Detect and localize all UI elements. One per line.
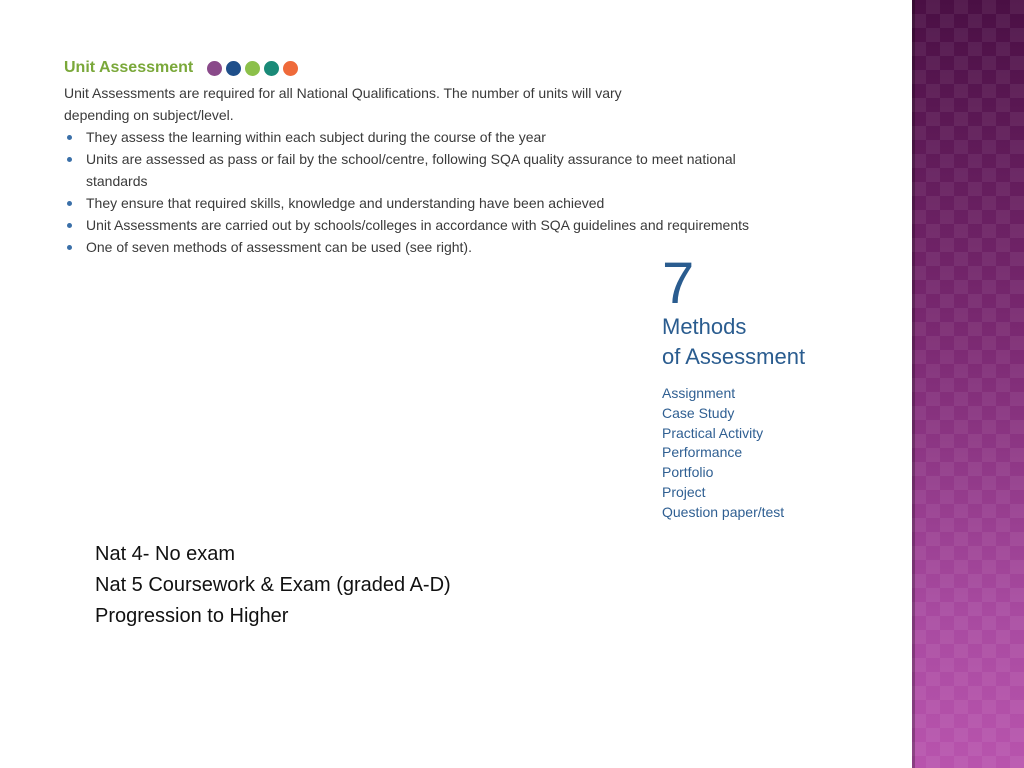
method-item: Performance (662, 444, 743, 461)
notes-section (95, 539, 451, 632)
method-item: Portfolio (662, 464, 714, 481)
bullet-icon (67, 245, 72, 250)
bullet-icon (67, 135, 72, 140)
decorative-sidebar (912, 0, 1024, 768)
unit-assessment-title: Unit Assessment (64, 59, 194, 76)
bullet-item (64, 214, 764, 236)
methods-list (662, 384, 902, 523)
methods-heading (662, 312, 902, 372)
dot-teal (264, 61, 279, 76)
color-dots (207, 61, 298, 76)
bullet-text: Unit Assessments are carried out by schools/colleges in accordance with SQA guidelines and requirements (86, 217, 750, 233)
bullet-item (64, 148, 764, 192)
unit-assessment-bullets (64, 126, 764, 258)
bullet-item (64, 192, 764, 214)
dot-purple (207, 61, 222, 76)
note-nat5: Nat 5 Coursework & Exam (graded A-D) (95, 574, 451, 596)
bullet-text: Units are assessed as pass or fail by the school/centre, following SQA quality assurance to meet national standards (86, 151, 736, 189)
bullet-text: They ensure that required skills, knowledge and understanding have been achieved (86, 195, 605, 211)
note-nat4: Nat 4- No exam (95, 543, 236, 565)
bullet-item (64, 126, 764, 148)
method-item: Case Study (662, 404, 735, 421)
method-item: Question paper/test (662, 503, 785, 520)
methods-heading-line1: Methods (662, 314, 747, 339)
diamond-pattern (912, 0, 1024, 768)
bullet-text: They assess the learning within each subject during the course of the year (86, 129, 546, 145)
bullet-icon (67, 201, 72, 206)
bullet-icon (67, 157, 72, 162)
note-progression: Progression to Higher (95, 605, 289, 627)
method-item: Practical Activity (662, 424, 764, 441)
dot-orange (283, 61, 298, 76)
unit-assessment-header (64, 56, 784, 80)
dot-navy (226, 61, 241, 76)
bullet-item (64, 236, 764, 258)
sidebar-edge (912, 0, 915, 768)
unit-assessment-section (64, 56, 784, 258)
methods-panel (662, 251, 902, 523)
unit-assessment-intro: Unit Assessments are required for all National Qualifications. The number of units will vary depending on subject/level. (64, 85, 622, 123)
method-item: Assignment (662, 385, 736, 401)
bullet-icon (67, 223, 72, 228)
method-item: Project (662, 483, 706, 500)
methods-count: 7 (662, 251, 695, 316)
bullet-text: One of seven methods of assessment can be used (see right). (86, 239, 472, 255)
dot-green (245, 61, 260, 76)
methods-heading-line2: of Assessment (662, 344, 806, 369)
